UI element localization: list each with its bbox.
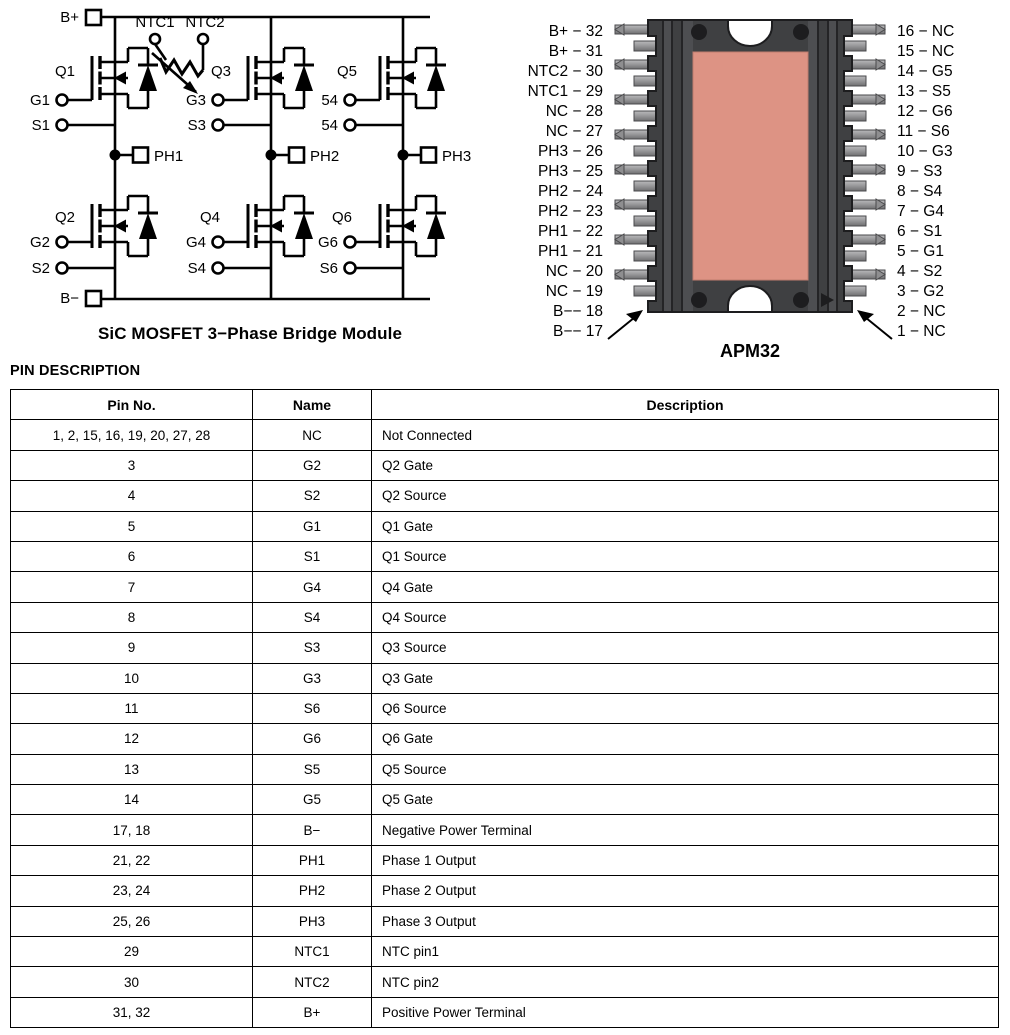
cell-pin: 31, 32 (11, 997, 253, 1027)
cell-name: G6 (253, 724, 372, 754)
left-pin-label: NTC2 − 30 (527, 63, 603, 80)
left-pin-label: B−− 17 (553, 323, 603, 340)
terminal-ph1 (133, 148, 148, 163)
pin-description-table (10, 389, 999, 1028)
label-q2: Q2 (55, 209, 76, 226)
cell-desc: Q3 Gate (372, 663, 999, 693)
cell-name: G5 (253, 785, 372, 815)
label-g4: G4 (185, 234, 206, 251)
cell-name: G4 (253, 572, 372, 602)
right-pin-label: 2 − NC (897, 303, 946, 320)
cell-name: NTC1 (253, 937, 372, 967)
mosfet-q5 (380, 48, 446, 108)
label-g3: G3 (185, 92, 206, 109)
cell-desc: Positive Power Terminal (372, 997, 999, 1027)
cell-pin: 7 (11, 572, 253, 602)
cell-pin: 6 (11, 541, 253, 571)
cell-pin: 29 (11, 937, 253, 967)
figures-area (0, 0, 1010, 360)
cell-desc: Q6 Gate (372, 724, 999, 754)
cell-desc: Q2 Gate (372, 450, 999, 480)
table-row (11, 937, 999, 967)
column-header-pin-no: Pin No. (11, 390, 253, 420)
right-pin-label: 12 − G6 (897, 103, 953, 120)
label-ph3: PH3 (442, 148, 472, 165)
cell-name: NC (253, 420, 372, 450)
cell-desc: NTC pin2 (372, 967, 999, 997)
left-pin-label: NC − 27 (545, 123, 603, 140)
left-pin-label: PH3 − 25 (537, 163, 603, 180)
left-pin-label: NC − 20 (545, 263, 603, 280)
mosfet-q2 (92, 196, 158, 256)
table-row (11, 754, 999, 784)
cell-pin: 17, 18 (11, 815, 253, 845)
label-g2: G2 (29, 234, 50, 251)
label-s1: S1 (31, 117, 50, 134)
label-s2: S2 (31, 260, 50, 277)
left-pin-label: NC − 19 (545, 283, 603, 300)
left-pin-label: NTC1 − 29 (527, 83, 603, 100)
mosfet-q6 (380, 196, 446, 256)
table-row (11, 663, 999, 693)
label-q3: Q3 (211, 63, 232, 80)
cell-desc: Phase 3 Output (372, 906, 999, 936)
label-bplus: B+ (60, 9, 79, 26)
table-row (11, 785, 999, 815)
table-row (11, 420, 999, 450)
cell-pin: 10 (11, 663, 253, 693)
label-s3: S3 (187, 117, 206, 134)
cell-desc: Q5 Gate (372, 785, 999, 815)
left-pin-label: PH2 − 23 (537, 203, 603, 220)
cell-pin: 11 (11, 693, 253, 723)
cell-pin: 25, 26 (11, 906, 253, 936)
right-pin-label: 15 − NC (897, 43, 955, 60)
ntc-thermistor (150, 34, 208, 94)
cell-desc: Q1 Gate (372, 511, 999, 541)
table-row (11, 693, 999, 723)
left-pin-label: B+ − 32 (548, 23, 603, 40)
cell-name: S2 (253, 481, 372, 511)
right-pin-label: 1 − NC (897, 323, 946, 340)
table-header-row (11, 390, 999, 420)
cell-desc: Q4 Source (372, 602, 999, 632)
right-pin-label: 3 − G2 (897, 283, 944, 300)
right-pin-label: 10 − G3 (897, 143, 953, 160)
cell-name: G1 (253, 511, 372, 541)
left-pin-label: PH1 − 22 (537, 223, 603, 240)
table-row (11, 633, 999, 663)
table-row (11, 481, 999, 511)
cell-name: PH2 (253, 876, 372, 906)
cell-name: PH3 (253, 906, 372, 936)
left-pin-labels (528, 23, 604, 340)
baseplate (693, 52, 808, 280)
label-g5: 54 (321, 92, 338, 109)
cell-pin: 23, 24 (11, 876, 253, 906)
right-pin-label: 16 − NC (897, 23, 955, 40)
cell-pin: 14 (11, 785, 253, 815)
pin-direction-arrows (608, 310, 892, 339)
label-s6: S6 (319, 260, 338, 277)
cell-name: B− (253, 815, 372, 845)
table-row (11, 511, 999, 541)
terminal-ph3 (421, 148, 436, 163)
package-body (648, 20, 852, 312)
label-q4: Q4 (200, 209, 221, 226)
cell-name: PH1 (253, 845, 372, 875)
right-pin-labels (897, 23, 954, 340)
cell-name: S6 (253, 693, 372, 723)
label-ntc1: NTC1 (135, 14, 175, 31)
mosfet-q1 (92, 48, 158, 108)
label-s5: 54 (321, 117, 338, 134)
cell-name: G2 (253, 450, 372, 480)
table-row (11, 967, 999, 997)
cell-name: NTC2 (253, 967, 372, 997)
table-row (11, 845, 999, 875)
right-pin-label: 6 − S1 (897, 223, 943, 240)
label-q6: Q6 (332, 209, 353, 226)
label-g1: G1 (29, 92, 50, 109)
cell-name: B+ (253, 997, 372, 1027)
left-pin-label: B−− 18 (553, 303, 603, 320)
right-pin-label: 7 − G4 (897, 203, 944, 220)
cell-pin: 8 (11, 602, 253, 632)
cell-pin: 1, 2, 15, 16, 19, 20, 27, 28 (11, 420, 253, 450)
cell-pin: 13 (11, 754, 253, 784)
mosfet-q3 (248, 48, 314, 108)
terminal-bminus (86, 291, 101, 306)
cell-pin: 9 (11, 633, 253, 663)
circuit-schematic (0, 0, 500, 318)
mosfet-q4 (248, 196, 314, 256)
right-pin-label: 5 − G1 (897, 243, 944, 260)
left-pin-label: NC − 28 (545, 103, 603, 120)
label-ph2: PH2 (310, 148, 340, 165)
cell-desc: Q6 Source (372, 693, 999, 723)
label-ph1: PH1 (154, 148, 184, 165)
cell-name: S4 (253, 602, 372, 632)
label-q1: Q1 (55, 63, 76, 80)
label-s4: S4 (187, 260, 206, 277)
right-pin-label: 13 − S5 (897, 83, 951, 100)
table-row (11, 876, 999, 906)
label-g6: G6 (317, 234, 338, 251)
terminal-ph2 (289, 148, 304, 163)
label-bminus: B− (60, 290, 79, 307)
right-pin-label: 14 − G5 (897, 63, 953, 80)
schematic-caption: SiC MOSFET 3−Phase Bridge Module (97, 324, 403, 343)
right-pin-label: 4 − S2 (897, 263, 943, 280)
label-q5: Q5 (337, 63, 358, 80)
cell-desc: NTC pin1 (372, 937, 999, 967)
table-row (11, 602, 999, 632)
terminal-bplus (86, 10, 101, 25)
table-row (11, 572, 999, 602)
right-pin-label: 11 − S6 (897, 123, 950, 140)
cell-desc: Phase 2 Output (372, 876, 999, 906)
left-pin-label: B+ − 31 (548, 43, 603, 60)
left-pin-label: PH2 − 24 (537, 183, 603, 200)
table-row (11, 815, 999, 845)
cell-pin: 21, 22 (11, 845, 253, 875)
package-part-label: APM32 (719, 341, 781, 360)
right-pin-label: 8 − S4 (897, 183, 943, 200)
table-row (11, 724, 999, 754)
cell-desc: Negative Power Terminal (372, 815, 999, 845)
table-row (11, 450, 999, 480)
cell-desc: Not Connected (372, 420, 999, 450)
cell-desc: Q3 Source (372, 633, 999, 663)
cell-pin: 4 (11, 481, 253, 511)
left-pin-label: PH1 − 21 (537, 243, 603, 260)
pin-description-heading: PIN DESCRIPTION (10, 363, 141, 379)
table-row (11, 906, 999, 936)
column-header-description: Description (372, 390, 999, 420)
cell-desc: Q1 Source (372, 541, 999, 571)
cell-pin: 12 (11, 724, 253, 754)
label-ntc2: NTC2 (185, 14, 225, 31)
cell-name: S3 (253, 633, 372, 663)
package-pinout-figure (500, 0, 1010, 360)
column-header-name: Name (253, 390, 372, 420)
cell-name: G3 (253, 663, 372, 693)
table-row (11, 997, 999, 1027)
left-pin-label: PH3 − 26 (537, 143, 603, 160)
right-pin-label: 9 − S3 (897, 163, 943, 180)
cell-desc: Q2 Source (372, 481, 999, 511)
cell-pin: 30 (11, 967, 253, 997)
cell-desc: Q4 Gate (372, 572, 999, 602)
cell-name: S1 (253, 541, 372, 571)
table-row (11, 541, 999, 571)
cell-pin: 5 (11, 511, 253, 541)
cell-pin: 3 (11, 450, 253, 480)
cell-name: S5 (253, 754, 372, 784)
cell-desc: Q5 Source (372, 754, 999, 784)
cell-desc: Phase 1 Output (372, 845, 999, 875)
